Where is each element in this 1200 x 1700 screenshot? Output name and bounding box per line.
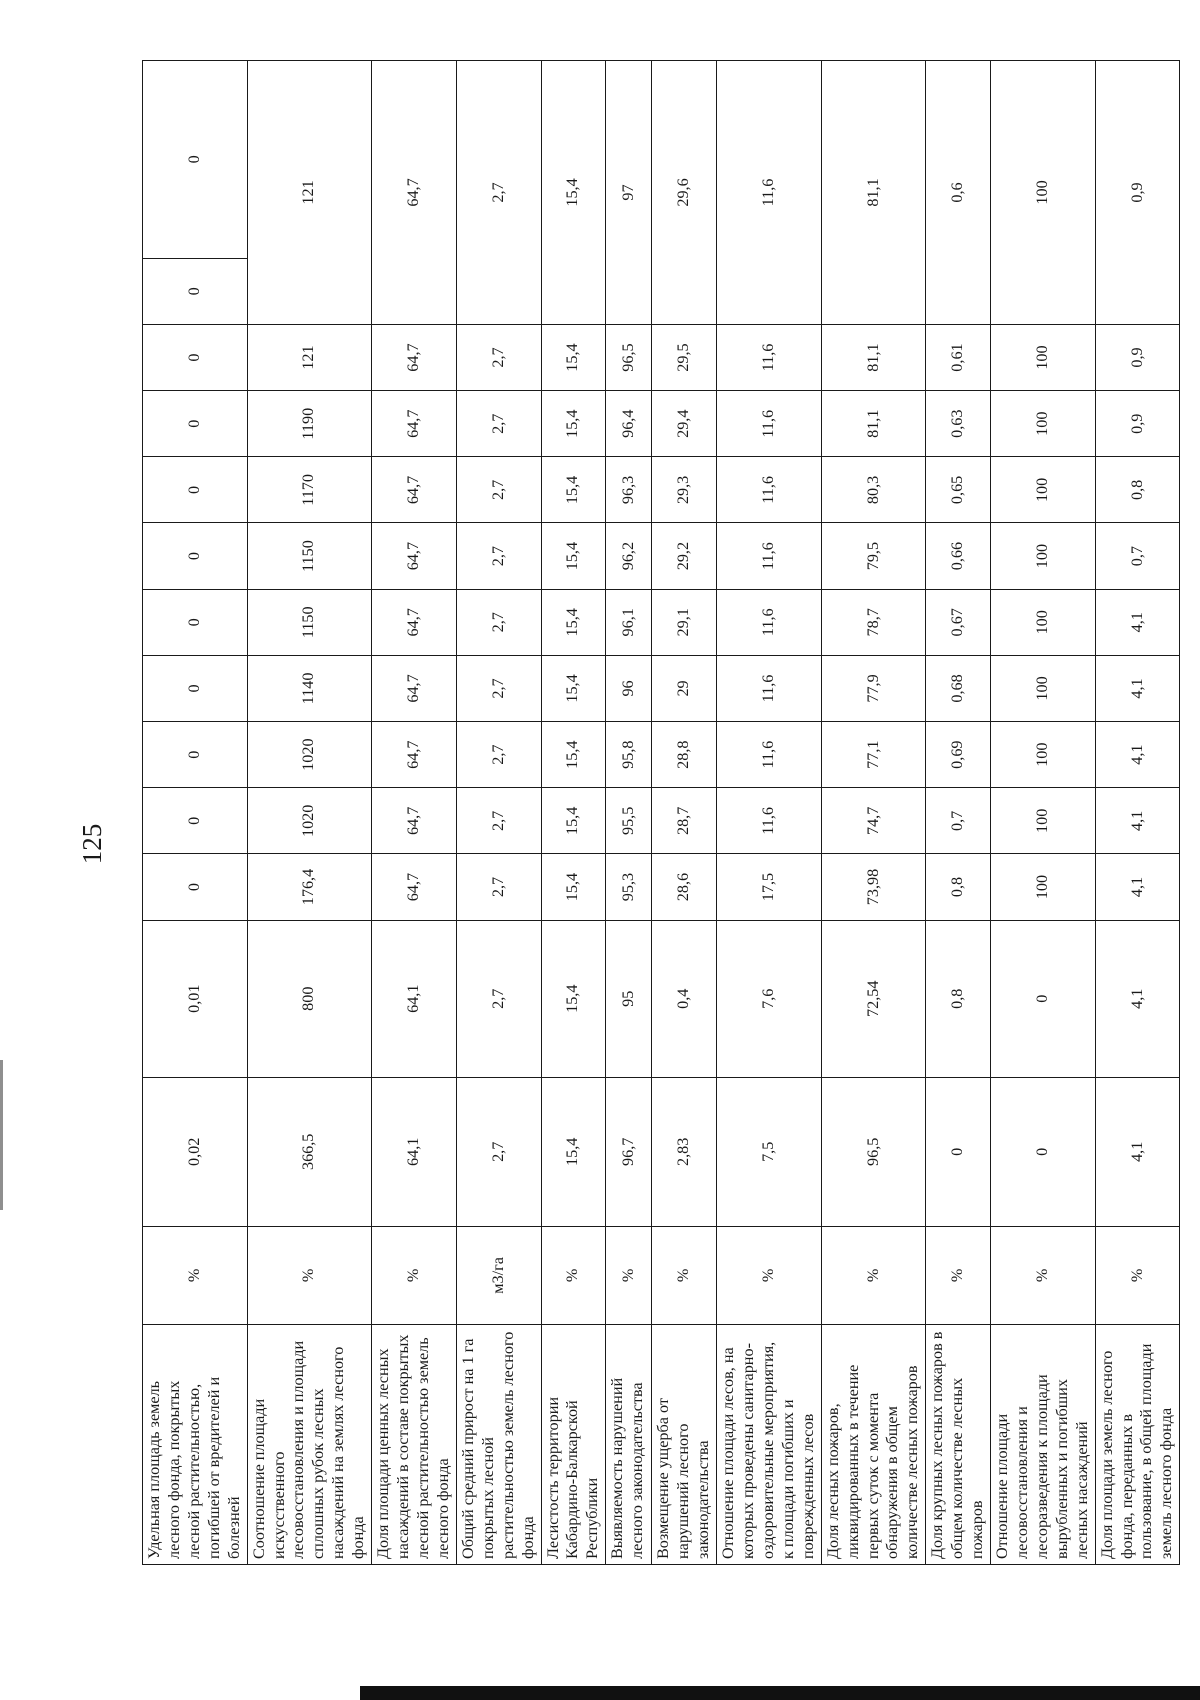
indicator-value: 2,7 [456, 523, 541, 589]
indicator-value: 64,7 [372, 854, 457, 920]
indicator-value: 4,1 [1095, 854, 1180, 920]
indicator-value: 64,7 [372, 788, 457, 854]
indicator-value: 0,9 [1095, 61, 1180, 325]
indicator-value: 0 [991, 1077, 1096, 1226]
indicator-value: 1190 [247, 391, 372, 457]
indicator-value: 0 [143, 854, 248, 920]
indicator-value: 95,5 [606, 788, 652, 854]
indicator-value: 0,61 [926, 324, 991, 390]
indicator-value: 80,3 [821, 457, 926, 523]
indicator-value: 64,7 [372, 61, 457, 325]
indicator-value: 64,7 [372, 589, 457, 655]
indicator-value: 0,8 [926, 854, 991, 920]
table-row [1095, 61, 1180, 1565]
indicator-value: 96,7 [606, 1077, 652, 1226]
indicator-value: 1020 [247, 722, 372, 788]
indicator-value: 2,7 [456, 920, 541, 1077]
indicator-value: 100 [991, 324, 1096, 390]
indicator-value: 15,4 [541, 1077, 606, 1226]
indicator-value: 0 [143, 324, 248, 390]
indicator-value: 1150 [247, 523, 372, 589]
indicator-value: 100 [991, 457, 1096, 523]
indicator-name: Общий средний прирост на 1 га покрытых лесной растительностью земель лесного фонда [456, 1325, 541, 1565]
indicator-value: 96,2 [606, 523, 652, 589]
table-row [372, 61, 457, 1565]
indicator-value: 1170 [247, 457, 372, 523]
indicator-value: 79,5 [821, 523, 926, 589]
indicator-value: 7,6 [717, 920, 822, 1077]
indicator-value: 15,4 [541, 457, 606, 523]
indicator-value: 96,3 [606, 457, 652, 523]
indicator-value: 15,4 [541, 523, 606, 589]
indicator-value: 4,1 [1095, 655, 1180, 721]
indicator-unit: % [541, 1226, 606, 1324]
indicator-value: 4,1 [1095, 1077, 1180, 1226]
indicator-value: 0,65 [926, 457, 991, 523]
indicator-value: 28,8 [652, 722, 717, 788]
indicator-name: Доля площади ценных лесных насаждений в составе покрытых лесной растительностью земель лесного фонда [372, 1325, 457, 1565]
scan-bottom-edge [360, 1686, 1200, 1700]
indicator-value: 96,5 [606, 324, 652, 390]
indicator-value: 0 [143, 722, 248, 788]
indicator-value: 96,5 [821, 1077, 926, 1226]
indicator-value: 81,1 [821, 61, 926, 325]
indicator-value: 0,9 [1095, 324, 1180, 390]
indicator-value: 100 [991, 391, 1096, 457]
indicator-value: 11,6 [717, 61, 822, 325]
indicator-value: 29,6 [652, 61, 717, 325]
indicator-value: 11,6 [717, 324, 822, 390]
indicator-value: 121 [247, 61, 372, 325]
indicator-value: 800 [247, 920, 372, 1077]
indicator-value: 176,4 [247, 854, 372, 920]
indicator-value: 0 [926, 1077, 991, 1226]
table-row [652, 61, 717, 1565]
indicator-name: Доля крупных лесных пожаров в общем количестве лесных пожаров [926, 1325, 991, 1565]
indicator-value: 2,83 [652, 1077, 717, 1226]
indicator-value: 4,1 [1095, 589, 1180, 655]
indicator-value: 0 [143, 788, 248, 854]
indicator-unit: % [821, 1226, 926, 1324]
indicator-value: 0 [143, 523, 248, 589]
table-row [606, 61, 652, 1565]
indicator-value: 15,4 [541, 722, 606, 788]
indicator-value: 29,2 [652, 523, 717, 589]
indicator-value: 0,4 [652, 920, 717, 1077]
indicator-value: 81,1 [821, 391, 926, 457]
indicator-value: 73,98 [821, 854, 926, 920]
indicator-value: 4,1 [1095, 722, 1180, 788]
indicator-value: 7,5 [717, 1077, 822, 1226]
indicator-unit: м3/га [456, 1226, 541, 1324]
indicator-value: 100 [991, 61, 1096, 325]
indicator-value: 29,1 [652, 589, 717, 655]
indicator-value: 17,5 [717, 854, 822, 920]
indicator-value: 1140 [247, 655, 372, 721]
indicator-value: 64,1 [372, 1077, 457, 1226]
indicator-value: 15,4 [541, 854, 606, 920]
indicator-value: 95 [606, 920, 652, 1077]
indicator-value: 0 [143, 589, 248, 655]
indicator-unit: % [247, 1226, 372, 1324]
indicator-value: 15,4 [541, 61, 606, 325]
indicator-value: 15,4 [541, 788, 606, 854]
indicator-value: 64,1 [372, 920, 457, 1077]
indicator-value: 11,6 [717, 457, 822, 523]
indicator-value: 15,4 [541, 655, 606, 721]
indicator-value: 64,7 [372, 722, 457, 788]
indicator-value: 74,7 [821, 788, 926, 854]
indicator-value: 4,1 [1095, 920, 1180, 1077]
indicator-value: 29 [652, 655, 717, 721]
indicator-unit: % [652, 1226, 717, 1324]
page-number: 125 [77, 823, 107, 865]
indicator-value: 2,7 [456, 589, 541, 655]
indicators-table-frame [142, 60, 1176, 1565]
indicator-value: 0,69 [926, 722, 991, 788]
indicator-value: 0,6 [926, 61, 991, 325]
indicator-name: Выявляемость нарушений лесного законодательства [606, 1325, 652, 1565]
indicator-unit: % [606, 1226, 652, 1324]
indicator-value: 95,3 [606, 854, 652, 920]
indicator-name: Возмещение ущерба от нарушений лесного законодательства [652, 1325, 717, 1565]
indicator-value: 100 [991, 523, 1096, 589]
table-row [541, 61, 606, 1565]
indicator-value: 96,4 [606, 391, 652, 457]
indicator-value: 11,6 [717, 523, 822, 589]
indicator-value: 11,6 [717, 722, 822, 788]
indicator-value: 2,7 [456, 722, 541, 788]
indicator-value: 81,1 [821, 324, 926, 390]
indicator-value: 11,6 [717, 589, 822, 655]
indicator-value: 15,4 [541, 324, 606, 390]
indicator-value: 0,01 [143, 920, 248, 1077]
indicator-unit: % [991, 1226, 1096, 1324]
indicator-value: 121 [247, 324, 372, 390]
table-row [991, 61, 1096, 1565]
indicator-value: 2,7 [456, 655, 541, 721]
indicator-value: 0,66 [926, 523, 991, 589]
indicator-value: 72,54 [821, 920, 926, 1077]
indicator-value: 2,7 [456, 457, 541, 523]
table-row [926, 61, 991, 1565]
indicator-value: 0 [143, 457, 248, 523]
indicator-unit: % [717, 1226, 822, 1324]
indicator-value: 1150 [247, 589, 372, 655]
indicator-value: 28,7 [652, 788, 717, 854]
indicator-value: 77,1 [821, 722, 926, 788]
table-row [456, 61, 541, 1565]
indicator-value: 64,7 [372, 655, 457, 721]
indicator-value: 0 [143, 258, 248, 324]
indicator-unit: % [926, 1226, 991, 1324]
indicator-value: 28,6 [652, 854, 717, 920]
table-row [717, 61, 822, 1565]
indicator-value: 15,4 [541, 391, 606, 457]
indicator-value: 2,7 [456, 324, 541, 390]
indicator-value: 366,5 [247, 1077, 372, 1226]
indicator-value: 4,1 [1095, 788, 1180, 854]
indicator-value: 29,3 [652, 457, 717, 523]
indicator-name: Доля площади земель лесного фонда, переданных в пользование, в общей площади земель лесного фонда [1095, 1325, 1180, 1565]
indicator-name: Удельная площадь земель лесного фонда, покрытых лесной растительностью, погибшей от вредителей и болезней [143, 1325, 248, 1565]
indicator-value: 15,4 [541, 920, 606, 1077]
indicator-value: 15,4 [541, 589, 606, 655]
indicator-value: 100 [991, 722, 1096, 788]
indicator-value: 100 [991, 788, 1096, 854]
table-row [821, 61, 926, 1565]
indicator-value: 0,8 [1095, 457, 1180, 523]
indicator-value: 0,02 [143, 1077, 248, 1226]
indicator-name: Отношение площади лесов, на которых проведены санитарно-оздоровительные мероприятия, к площади погибших и поврежденных лесов [717, 1325, 822, 1565]
indicator-value: 0,68 [926, 655, 991, 721]
indicator-value: 29,4 [652, 391, 717, 457]
indicator-value: 1020 [247, 788, 372, 854]
indicator-value: 2,7 [456, 854, 541, 920]
indicator-value: 0 [143, 391, 248, 457]
indicator-value: 100 [991, 854, 1096, 920]
indicator-value: 2,7 [456, 1077, 541, 1226]
indicator-value: 64,7 [372, 457, 457, 523]
indicator-value: 64,7 [372, 523, 457, 589]
indicator-name: Отношение площади лесовосстановления и лесоразведения к площади вырубленных и погибших лесных насаждений [991, 1325, 1096, 1565]
indicator-value: 0,7 [926, 788, 991, 854]
indicator-name: Соотношение площади искусственного лесовосстановления и площади сплошных рубок лесных насаждений на землях лесного фонда [247, 1325, 372, 1565]
indicator-unit: % [1095, 1226, 1180, 1324]
indicator-unit: % [143, 1226, 248, 1324]
scan-edge-mark [0, 1060, 3, 1210]
indicator-value: 95,8 [606, 722, 652, 788]
indicator-value: 64,7 [372, 391, 457, 457]
indicator-value: 97 [606, 61, 652, 325]
indicator-value: 0,7 [1095, 523, 1180, 589]
indicator-value: 29,5 [652, 324, 717, 390]
indicator-value: 0,63 [926, 391, 991, 457]
indicator-value: 0 [143, 655, 248, 721]
indicator-value: 0,8 [926, 920, 991, 1077]
indicator-value: 0,9 [1095, 391, 1180, 457]
indicator-name: Доля лесных пожаров, ликвидированных в течение первых суток с момента обнаружения в общем количестве лесных пожаров [821, 1325, 926, 1565]
indicator-value: 0 [991, 920, 1096, 1077]
indicator-value: 2,7 [456, 391, 541, 457]
indicator-value: 11,6 [717, 788, 822, 854]
indicator-name: Лесистость территории Кабардино-Балкарской Республики [541, 1325, 606, 1565]
indicator-value: 11,6 [717, 391, 822, 457]
indicator-value: 0,67 [926, 589, 991, 655]
indicator-value: 11,6 [717, 655, 822, 721]
indicator-value: 96,1 [606, 589, 652, 655]
indicator-value: 100 [991, 589, 1096, 655]
indicator-value: 64,7 [372, 324, 457, 390]
indicator-value: 78,7 [821, 589, 926, 655]
indicator-value: 77,9 [821, 655, 926, 721]
indicator-unit: % [372, 1226, 457, 1324]
indicator-value: 0 [143, 61, 248, 259]
indicator-value: 100 [991, 655, 1096, 721]
indicator-value: 96 [606, 655, 652, 721]
indicator-value: 2,7 [456, 61, 541, 325]
indicators-table [142, 60, 1180, 1565]
table-row [143, 61, 248, 1565]
table-row [247, 61, 372, 1565]
indicator-value: 2,7 [456, 788, 541, 854]
